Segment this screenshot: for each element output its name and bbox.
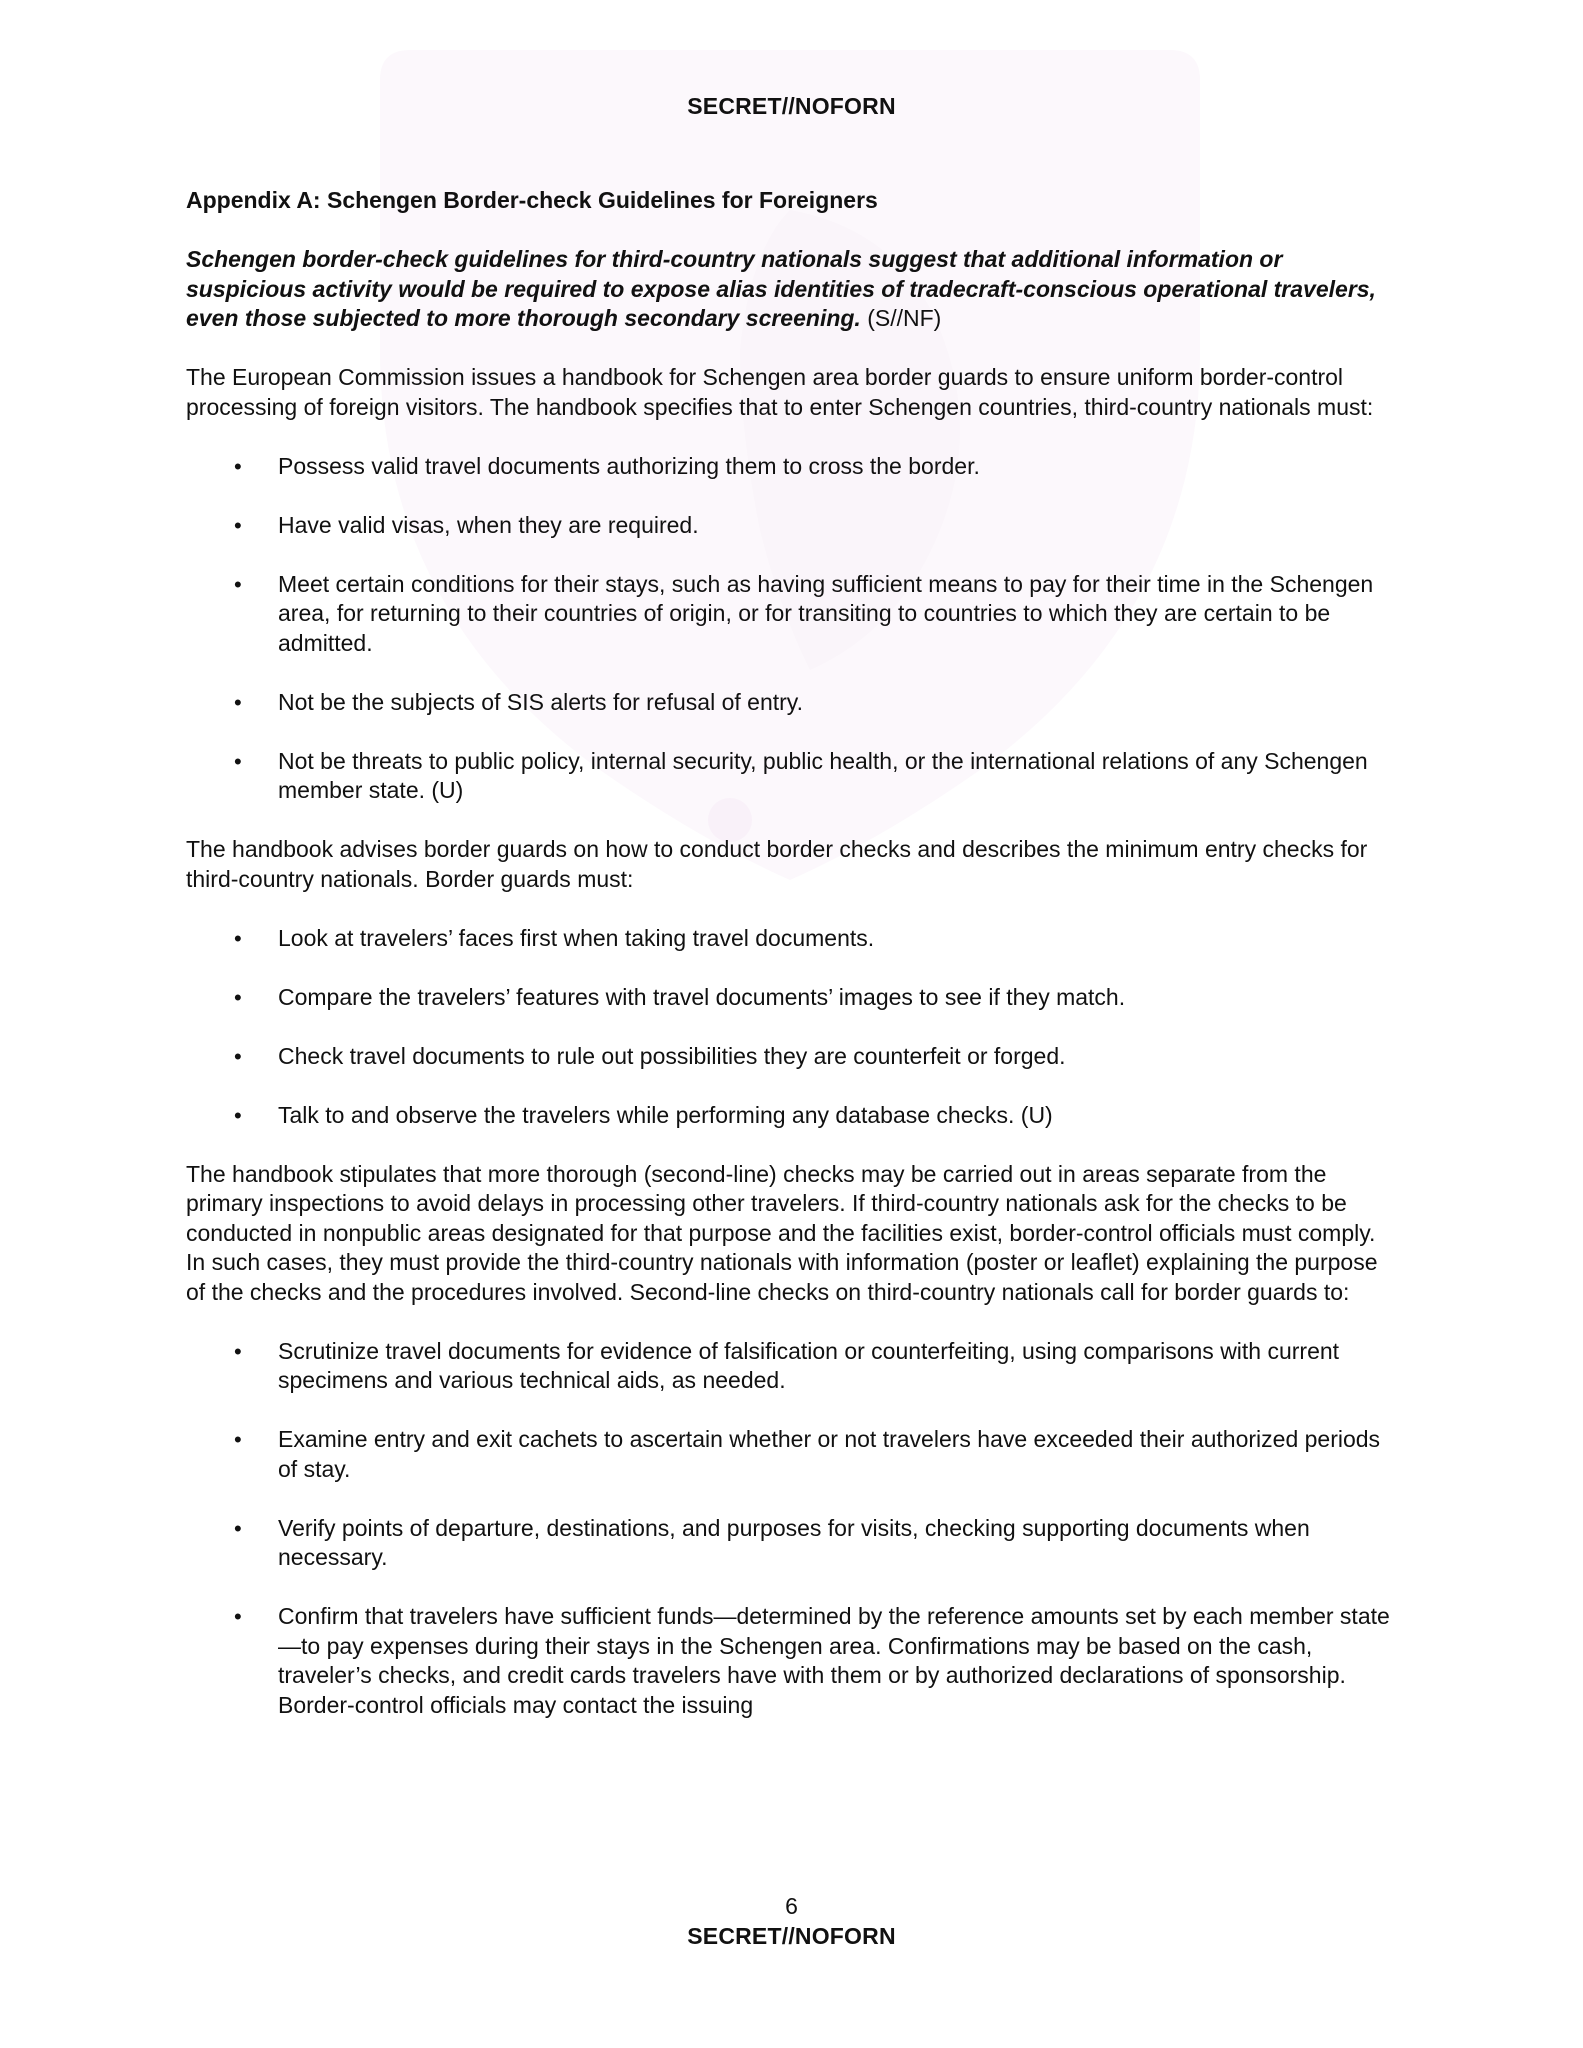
bullet-icon: • [234,689,242,715]
appendix-heading: Appendix A: Schengen Border-check Guidelines for Foreigners [186,187,878,213]
page-number: 6 [785,1893,798,1919]
bullet-icon: • [234,984,242,1010]
bullet-icon: • [234,453,242,479]
bullet-icon: • [234,571,242,597]
lead-summary-text: Schengen border-check guidelines for third-country nationals suggest that additional information or suspicious activity would be required to expose alias identities of tradecraft-conscious operational travelers, even those subjected to more thorough secondary screening. [186,246,1376,331]
list-item: • Confirm that travelers have sufficient funds—determined by the reference amounts set by each member state—to pay expenses during their stays in the Schengen area. Confirmations may be based on the cash, traveler’s checks, and credit cards travelers have with them or by authorized declarations of sponsorship. Border-control officials may contact the issuing [234,1603,1390,1718]
bullet-icon: • [234,1102,242,1128]
second-line-checks-list [186,1337,1396,1721]
list-item: • Check travel documents to rule out possibilities they are counterfeit or forged. [186,1042,1396,1072]
list-item: • Look at travelers’ faces first when taking travel documents. [186,924,1396,954]
list-item: • Verify points of departure, destinations, and purposes for visits, checking supporting documents when necessary. [234,1514,1310,1570]
bullet-icon: • [234,512,242,538]
bullet-icon: • [234,1604,242,1629]
entry-requirements-list [186,452,1396,806]
list-item: • Talk to and observe the travelers while performing any database checks. (U) [186,1101,1396,1131]
list-item: • Possess valid travel documents authorizing them to cross the border. [186,452,1396,482]
paragraph-minimum-checks: The handbook advises border guards on how to conduct border checks and describes the minimum entry checks for third-country nationals. Border guards must: [186,836,1368,892]
minimum-checks-list [186,924,1396,1131]
list-item: • Scrutinize travel documents for evidence of falsification or counterfeiting, using comparisons with current specimens and various technical aids, as needed. [234,1337,1340,1393]
bullet-icon: • [234,748,242,774]
list-item: • Compare the travelers’ features with travel documents’ images to see if they match. [186,983,1396,1013]
classification-header: SECRET//NOFORN [687,93,896,119]
paragraph-second-line-checks: The handbook stipulates that more thorough (second-line) checks may be carried out in areas separate from the primary inspections to avoid delays in processing other travelers. If third-country nationals ask for the checks to be conducted in nonpublic areas designated for that purpose and the facilities exist, border-control officials must comply. In such cases, they must provide the third-country nationals with information (poster or leaflet) explaining the purpose of the checks and the procedures involved. Second-line checks on third-country nationals call for border guards to: [186,1160,1378,1305]
list-item: • Examine entry and exit cachets to ascertain whether or not travelers have exceeded their authorized periods of stay. [234,1426,1381,1482]
list-item: • Have valid visas, when they are required. [186,511,1396,541]
bullet-icon: • [234,1427,242,1452]
bullet-icon: • [234,925,242,951]
list-item: • Not be threats to public policy, internal security, public health, or the international relations of any Schengen member state. (U) [234,747,1368,803]
lead-summary [186,245,1396,334]
bullet-icon: • [234,1043,242,1069]
document-body [186,186,1396,1750]
paragraph-entry-requirements: The European Commission issues a handbook for Schengen area border guards to ensure uniform border-control processing of foreign visitors. The handbook specifies that to enter Schengen countries, third-country nationals must: [186,364,1374,420]
bullet-icon: • [234,1515,242,1541]
bullet-icon: • [234,1338,242,1364]
list-item: • Meet certain conditions for their stays, such as having sufficient means to pay for their time in the Schengen area, for returning to their countries of origin, or for transiting to countries to which they are certain to be admitted. [234,570,1374,656]
list-item: • Not be the subjects of SIS alerts for refusal of entry. [186,688,1396,718]
lead-classification-marking: (S//NF) [867,305,942,331]
classification-footer: SECRET//NOFORN [687,1923,896,1949]
